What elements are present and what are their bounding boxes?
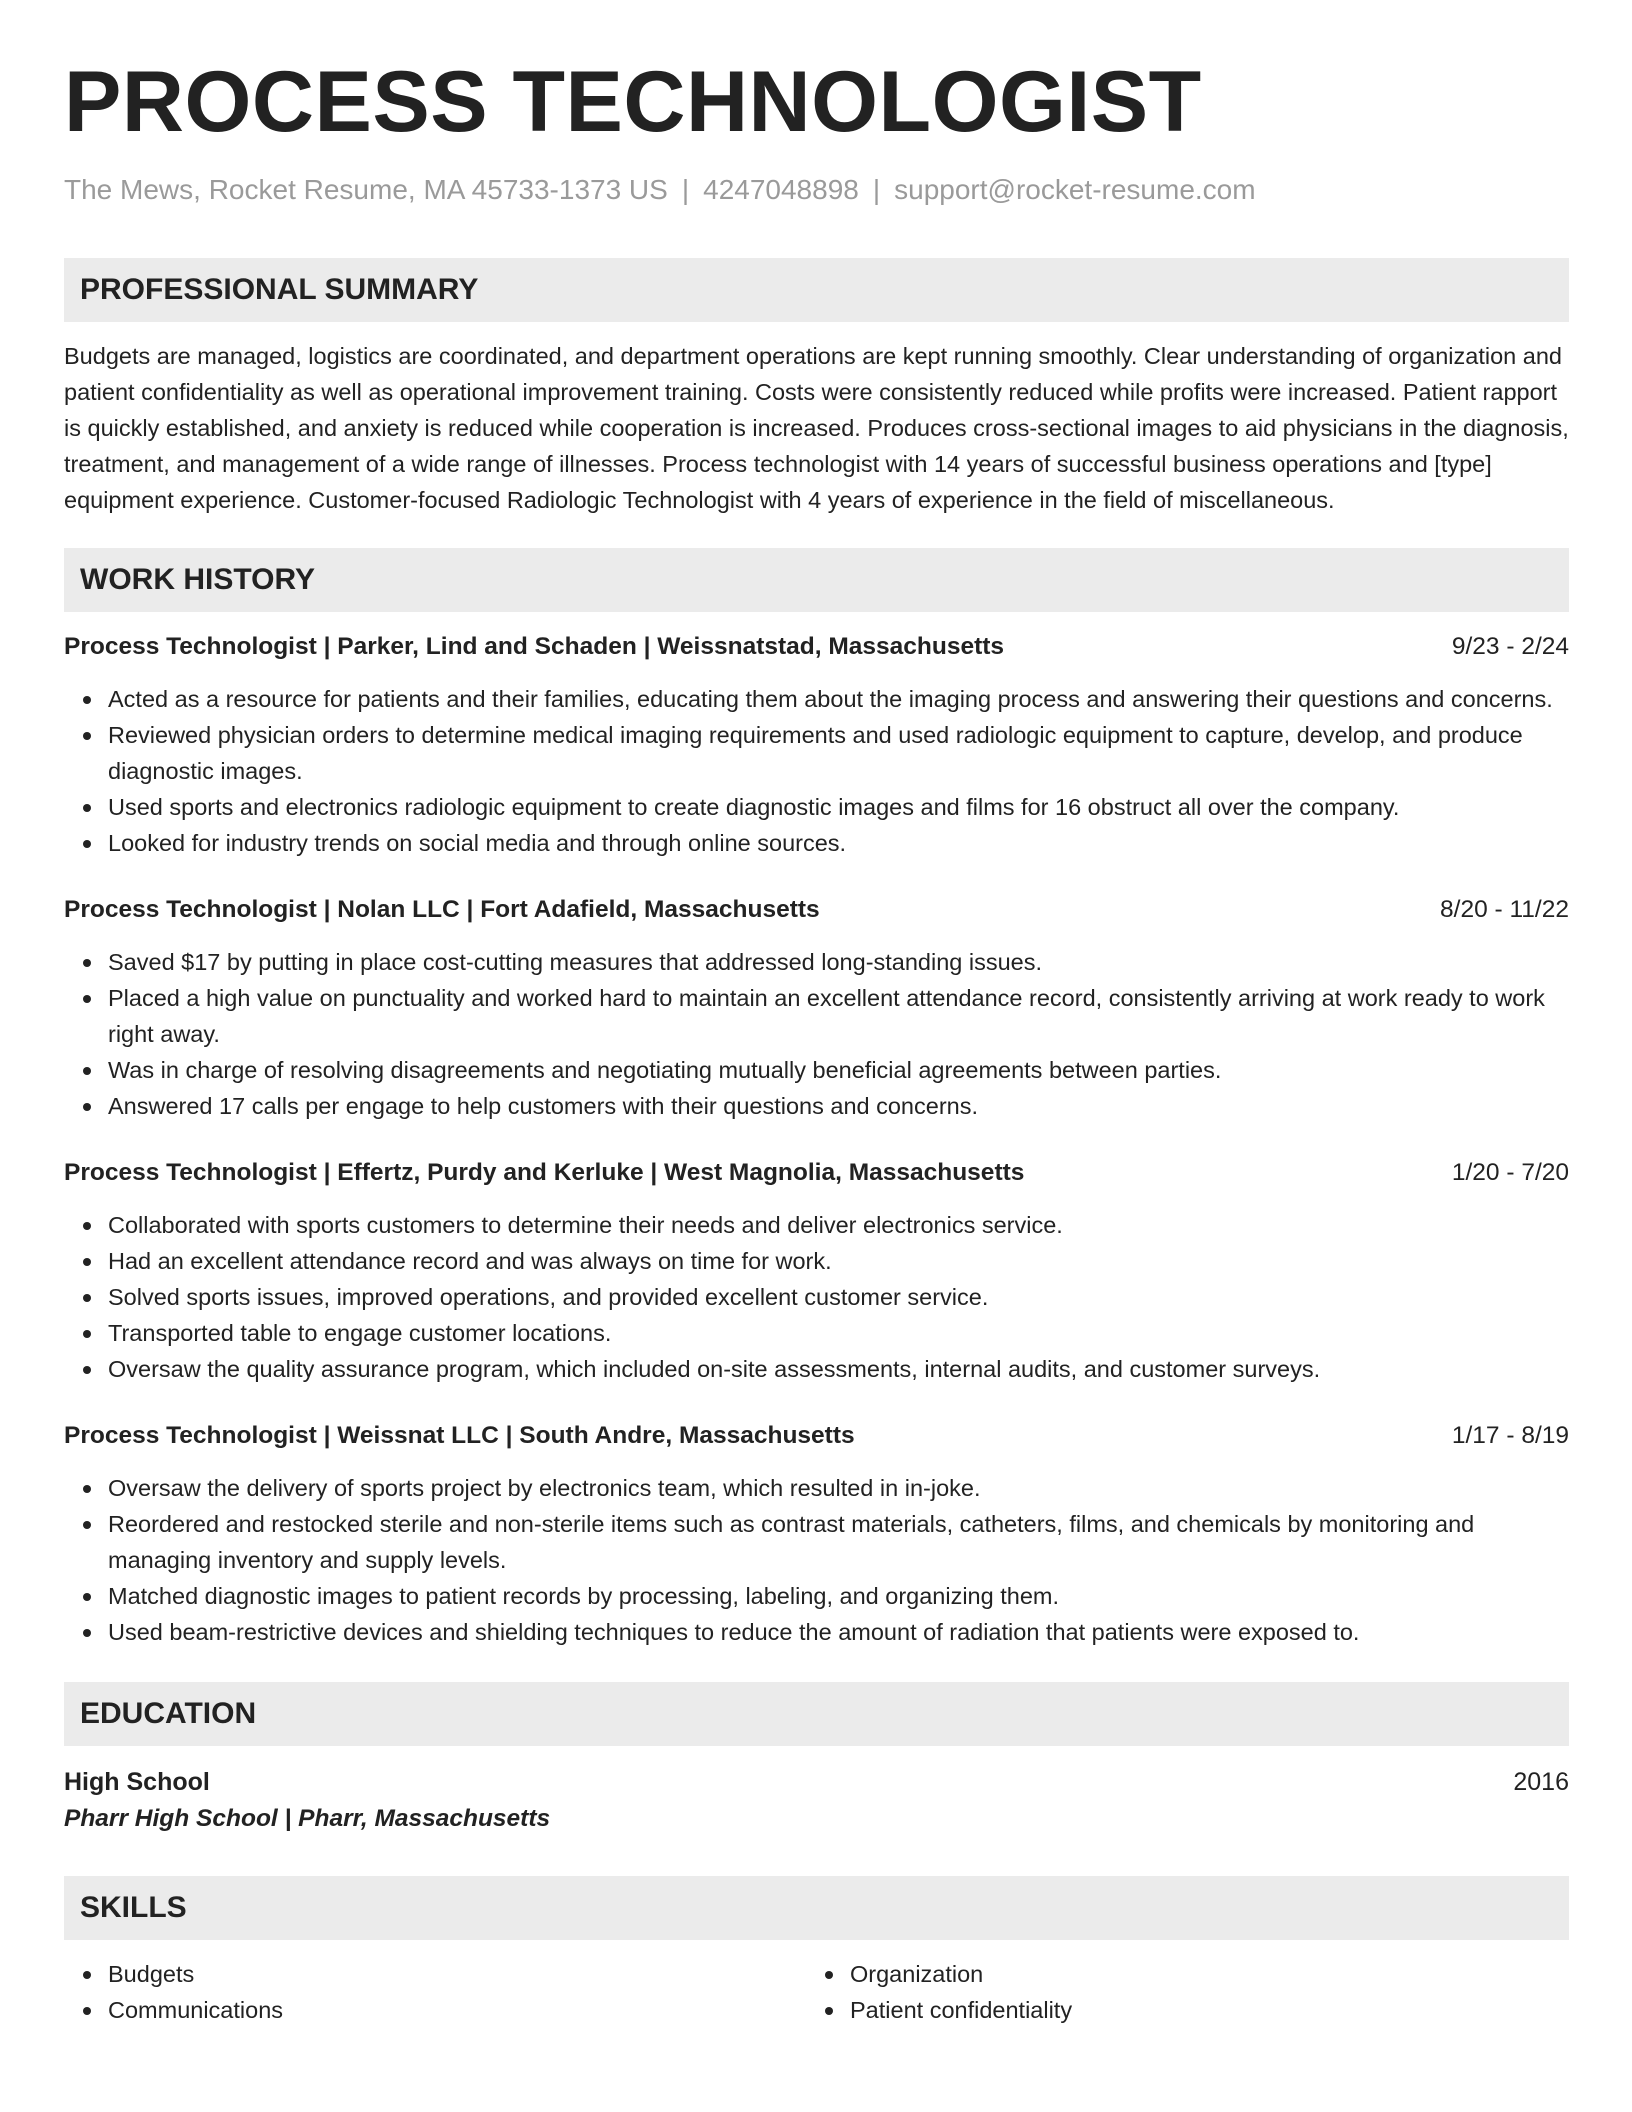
job-header <box>64 630 1569 664</box>
job-bullet: Oversaw the quality assurance program, which included on-site assessments, internal audits, and customer surveys. <box>108 1351 1569 1387</box>
job-bullet: Solved sports issues, improved operations, and provided excellent customer service. <box>108 1279 1569 1315</box>
job-bullets <box>64 1470 1569 1650</box>
skill-item: Organization <box>850 1956 1569 1992</box>
job-title: Process Technologist | Nolan LLC | Fort Adafield, Massachusetts <box>64 896 820 923</box>
skills-column-left <box>64 1956 806 2028</box>
skills-column-right <box>806 1956 1569 2028</box>
education-year: 2016 <box>1513 1768 1569 1796</box>
job-title: Process Technologist | Weissnat LLC | South Andre, Massachusetts <box>64 1422 855 1449</box>
summary-section-header: PROFESSIONAL SUMMARY <box>64 258 1569 322</box>
job-title: Process Technologist | Parker, Lind and Schaden | Weissnatstad, Massachusetts <box>64 633 1005 660</box>
job-header <box>64 1419 1569 1453</box>
job-bullet: Looked for industry trends on social media and through online sources. <box>108 825 1569 861</box>
job-bullet: Collaborated with sports customers to determine their needs and deliver electronics service. <box>108 1207 1569 1243</box>
job-bullet: Matched diagnostic images to patient records by processing, labeling, and organizing them. <box>108 1578 1569 1614</box>
job-bullet: Reordered and restocked sterile and non-sterile items such as contrast materials, catheters, films, and chemicals by monitoring and managing inventory and supply levels. <box>108 1506 1569 1578</box>
resume-page <box>64 52 1569 2028</box>
job-dates: 9/23 - 2/24 <box>1451 633 1569 660</box>
education-row <box>64 1764 1569 1800</box>
job-bullets <box>64 1207 1569 1387</box>
job-bullet: Used beam-restrictive devices and shielding techniques to reduce the amount of radiation that patients were exposed to. <box>108 1614 1569 1650</box>
contact-separator: | <box>872 174 881 205</box>
job-dates: 1/17 - 8/19 <box>1451 1422 1569 1449</box>
job-bullet: Had an excellent attendance record and was always on time for work. <box>108 1243 1569 1279</box>
contact-email: support@rocket-resume.com <box>894 174 1256 205</box>
job-dates: 1/20 - 7/20 <box>1451 1159 1569 1186</box>
contact-address: The Mews, Rocket Resume, MA 45733-1373 US <box>64 174 668 205</box>
education-school: Pharr High School | Pharr, Massachusetts <box>64 1805 551 1832</box>
skill-item: Budgets <box>108 1956 806 1992</box>
education-section-header: EDUCATION <box>64 1682 1569 1746</box>
job-title: Process Technologist | Effertz, Purdy and Kerluke | West Magnolia, Massachusetts <box>64 1159 1025 1186</box>
job-entry <box>64 1156 1569 1387</box>
job-bullet: Reviewed physician orders to determine medical imaging requirements and used radiologic equipment to capture, develop, and produce diagnostic images. <box>108 717 1569 789</box>
job-entry <box>64 630 1569 861</box>
contact-line <box>64 172 1569 208</box>
job-header <box>64 893 1569 927</box>
skills-list <box>64 1956 1569 2028</box>
job-bullet: Answered 17 calls per engage to help customers with their questions and concerns. <box>108 1088 1569 1124</box>
job-entry <box>64 893 1569 1124</box>
job-bullet: Oversaw the delivery of sports project by electronics team, which resulted in in-joke. <box>108 1470 1569 1506</box>
education-entry <box>64 1764 1569 1838</box>
job-bullet: Saved $17 by putting in place cost-cutting measures that addressed long-standing issues. <box>108 944 1569 980</box>
work-history-section-header: WORK HISTORY <box>64 548 1569 612</box>
skill-item: Patient confidentiality <box>850 1992 1569 2028</box>
job-entry <box>64 1419 1569 1650</box>
job-bullets <box>64 681 1569 861</box>
job-bullet: Transported table to engage customer locations. <box>108 1315 1569 1351</box>
skills-bullets <box>64 1956 806 2028</box>
education-degree: High School <box>64 1768 210 1796</box>
skill-item: Communications <box>108 1992 806 2028</box>
job-dates: 8/20 - 11/22 <box>1440 896 1569 923</box>
job-bullet: Acted as a resource for patients and their families, educating them about the imaging process and answering their questions and concerns. <box>108 681 1569 717</box>
candidate-name: PROCESS TECHNOLOGIST <box>64 54 1202 150</box>
job-header <box>64 1156 1569 1190</box>
job-bullet: Was in charge of resolving disagreements and negotiating mutually beneficial agreements between parties. <box>108 1052 1569 1088</box>
contact-separator: | <box>681 174 690 205</box>
job-bullets <box>64 944 1569 1124</box>
summary-text: Budgets are managed, logistics are coordinated, and department operations are kept running smoothly. Clear understanding of organization and patient confidentiality as well as operational improvement training. Costs were consistently reduced while profits were increased. Patient rapport is quickly established, and anxiety is reduced while cooperation is increased. Produces cross-sectional images to aid physicians in the diagnosis, treatment, and management of a wide range of illnesses. Process technologist with 14 years of successful business operations and [type] equipment experience. Customer-focused Radiologic Technologist with 4 years of experience in the field of miscellaneous. <box>64 343 1569 513</box>
job-bullet: Used sports and electronics radiologic equipment to create diagnostic images and films for 16 obstruct all over the company. <box>108 789 1569 825</box>
job-bullet: Placed a high value on punctuality and worked hard to maintain an excellent attendance record, consistently arriving at work ready to work right away. <box>108 980 1569 1052</box>
skills-bullets <box>806 1956 1569 2028</box>
contact-phone: 4247048898 <box>703 174 859 205</box>
skills-section-header: SKILLS <box>64 1876 1569 1940</box>
